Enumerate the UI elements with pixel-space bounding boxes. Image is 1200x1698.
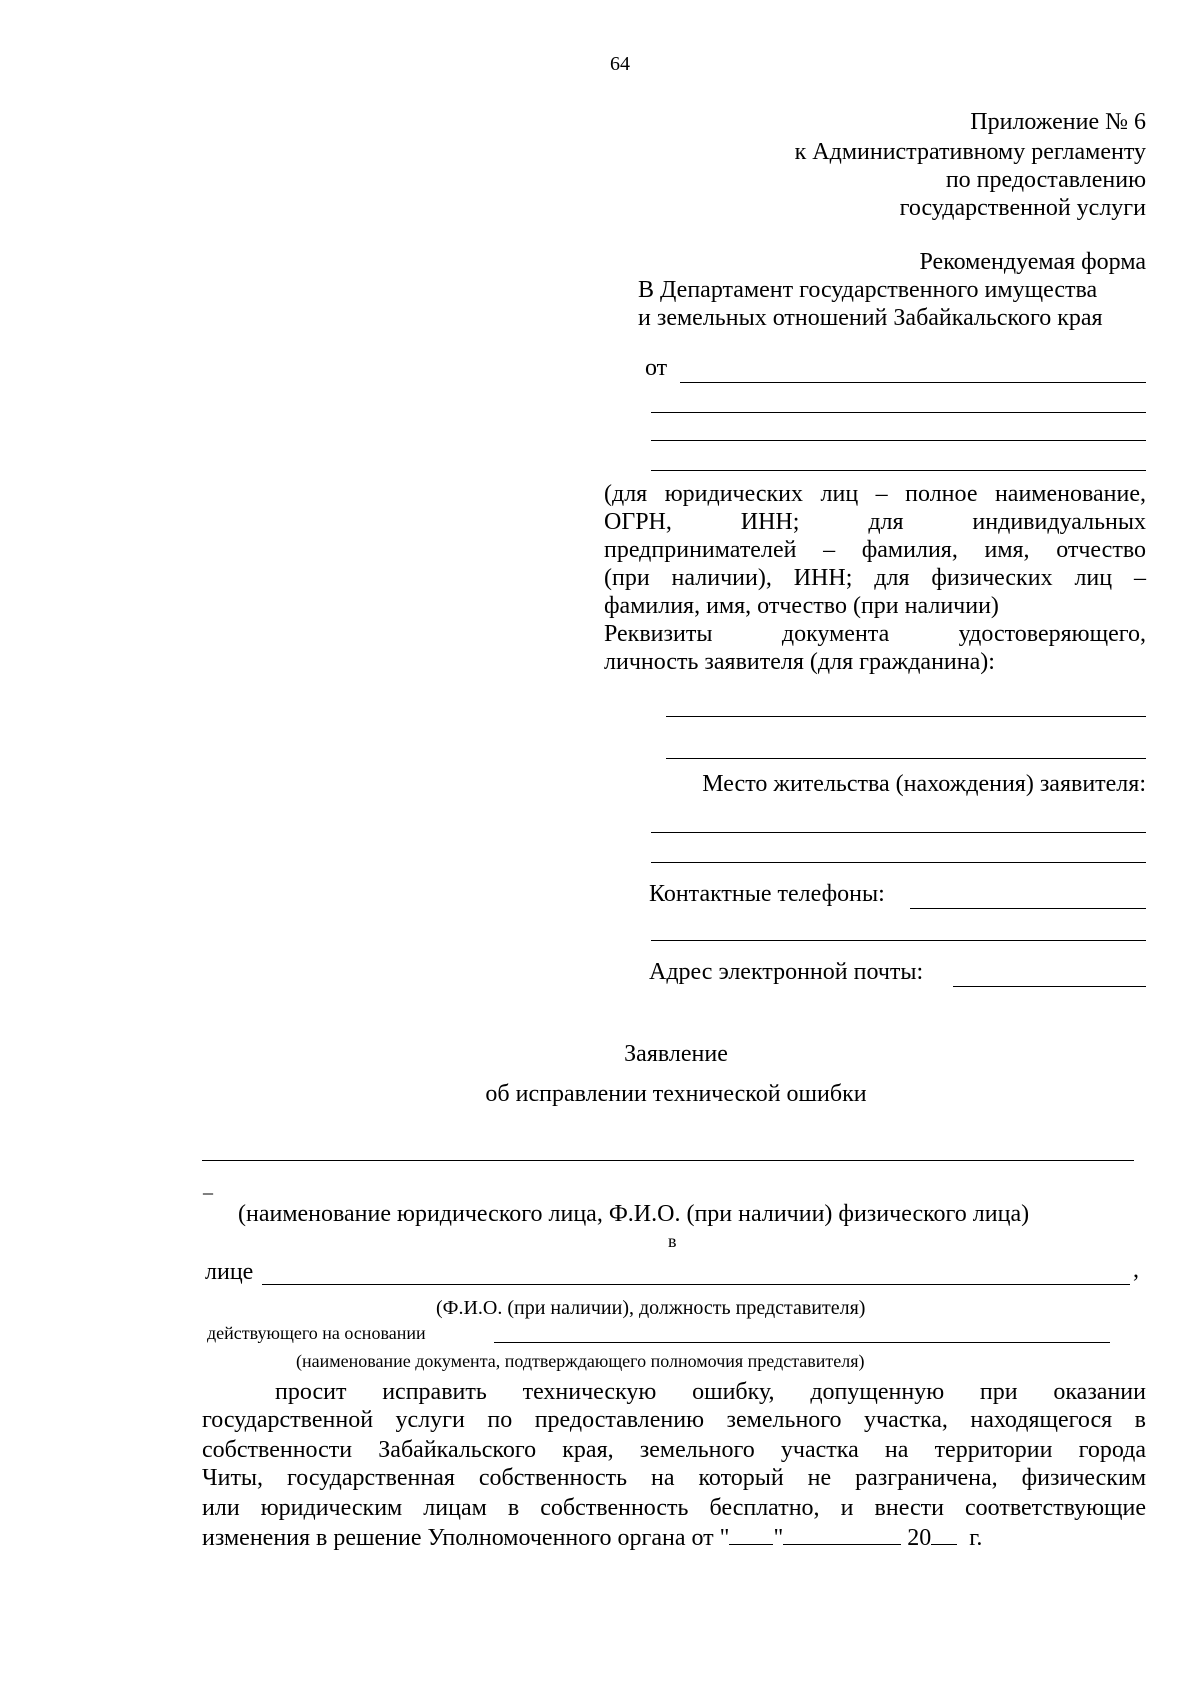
decision-year-field[interactable] <box>931 1522 957 1545</box>
form-label: Рекомендуемая форма <box>919 249 1146 275</box>
document-subtitle: об исправлении технической ошибки <box>485 1081 867 1107</box>
applicant-note-line-3: предпринимателей – фамилия, имя, отчество <box>604 537 1146 563</box>
decision-month-field[interactable] <box>783 1522 901 1545</box>
document-title: Заявление <box>624 1041 728 1067</box>
appendix-line-1: Приложение № 6 <box>970 109 1146 135</box>
phones-field-2[interactable] <box>651 940 1146 941</box>
applicant-note-line-4: (при наличии), ИНН; для физических лиц – <box>604 565 1146 591</box>
appendix-line-3: по предоставлению <box>945 167 1146 193</box>
applicant-note-line-1: (для юридических лиц – полное наименование, <box>604 481 1146 507</box>
authority-document-field[interactable] <box>494 1342 1110 1343</box>
paragraph-line-5: или юридическим лицам в собственность бесплатно, и внести соответствующие <box>202 1495 1146 1521</box>
applicant-note-line-6: Реквизиты документа удостоверяющего, <box>604 621 1146 647</box>
residence-field-1[interactable] <box>651 832 1146 833</box>
applicant-field-line-2[interactable] <box>651 412 1146 413</box>
id-document-field-1[interactable] <box>666 716 1146 717</box>
applicant-name-dash: _ <box>203 1175 213 1197</box>
decision-year-suffix: г. <box>969 1525 983 1551</box>
applicant-note-line-2: ОГРН, ИНН; для индивидуальных <box>604 509 1146 535</box>
decision-year-prefix: 20 <box>907 1525 932 1551</box>
acting-label: действующего на основании <box>207 1323 426 1343</box>
paragraph-line-6 <box>202 1522 982 1552</box>
authority-document-caption: (наименование документа, подтверждающего полномочия представителя) <box>296 1351 865 1371</box>
applicant-name-caption: (наименование юридического лица, Ф.И.О. (при наличии) физического лица) <box>238 1201 1030 1227</box>
applicant-name-field[interactable] <box>202 1160 1134 1161</box>
appendix-line-2: к Административному регламенту <box>794 139 1146 165</box>
residence-field-2[interactable] <box>651 862 1146 863</box>
representative-caption: (Ф.И.О. (при наличии), должность представителя) <box>436 1297 866 1319</box>
email-field[interactable] <box>953 986 1146 987</box>
representative-field[interactable] <box>262 1284 1130 1285</box>
person-label: лице <box>205 1259 254 1285</box>
paragraph-line-4: Читы, государственная собственность на который не разграничена, физическим <box>202 1465 1146 1491</box>
phones-label: Контактные телефоны: <box>649 881 885 907</box>
email-label: Адрес электронной почты: <box>649 959 924 985</box>
person-comma: , <box>1133 1257 1139 1283</box>
residence-label: Место жительства (нахождения) заявителя: <box>702 771 1146 797</box>
page-number: 64 <box>610 53 630 75</box>
from-field[interactable] <box>680 382 1146 383</box>
paragraph-line-1: просит исправить техническую ошибку, допущенную при оказании <box>275 1379 1146 1405</box>
applicant-note-line-5: фамилия, имя, отчество (при наличии) <box>604 593 999 619</box>
addressee-line-2: и земельных отношений Забайкальского края <box>638 305 1103 331</box>
paragraph-line-3: собственности Забайкальского края, земельного участка на территории города <box>202 1437 1146 1463</box>
decision-quote-close: " <box>773 1525 784 1551</box>
appendix-line-4: государственной услуги <box>899 195 1146 221</box>
decision-day-field[interactable] <box>729 1522 773 1545</box>
in-word: в <box>668 1231 677 1251</box>
paragraph-line-2: государственной услуги по предоставлению земельного участка, находящегося в <box>202 1407 1146 1433</box>
addressee-line-1: В Департамент государственного имущества <box>638 277 1098 303</box>
applicant-note-line-7: личность заявителя (для гражданина): <box>604 649 995 675</box>
from-label: от <box>645 355 668 381</box>
applicant-field-line-4[interactable] <box>651 470 1146 471</box>
phones-field[interactable] <box>910 908 1146 909</box>
decision-text: изменения в решение Уполномоченного органа от " <box>202 1525 730 1551</box>
applicant-field-line-3[interactable] <box>651 440 1146 441</box>
id-document-field-2[interactable] <box>666 758 1146 759</box>
